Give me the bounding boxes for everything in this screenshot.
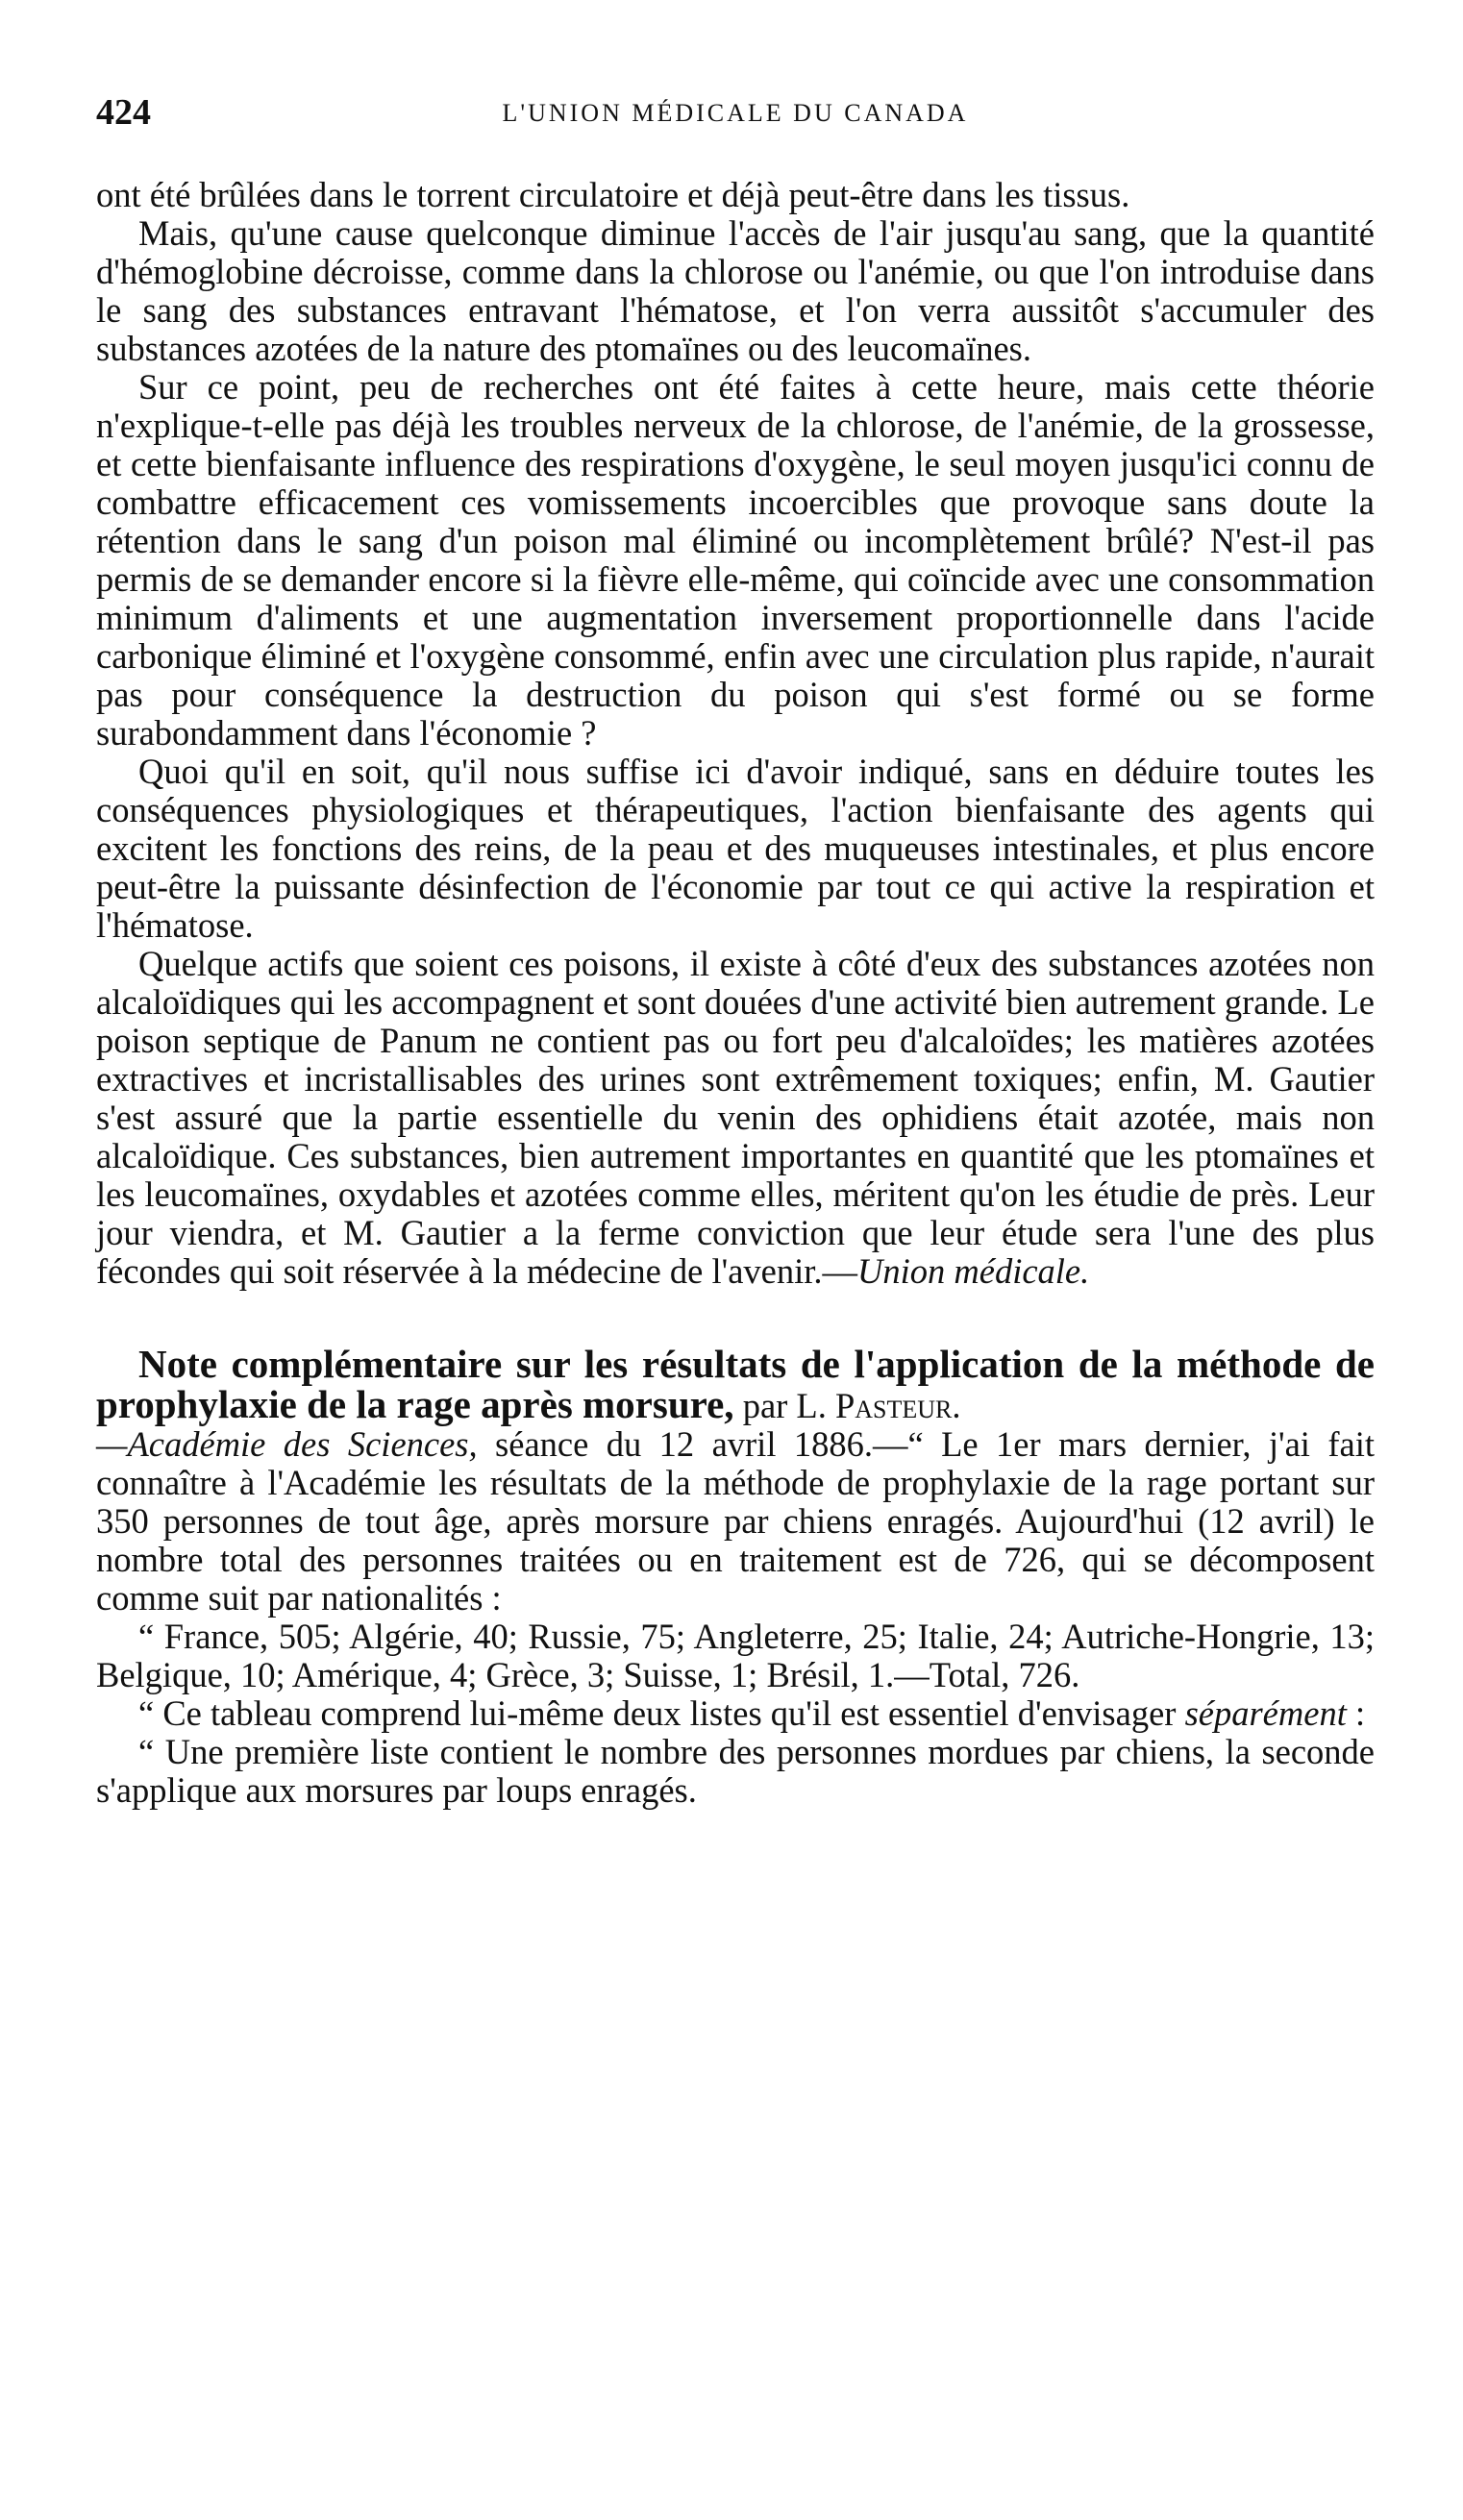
journal-title: L'UNION MÉDICALE DU CANADA (502, 99, 969, 127)
paragraph-5 (96, 945, 1375, 1291)
note-title: Note complémentaire sur les résultats de l'application de la méthode de prophylaxie de la rage après morsure, (96, 1342, 1375, 1426)
journal-page (96, 91, 1375, 2475)
paragraph-3: Sur ce point, peu de recherches ont été faites à cette heure, mais cette théorie n'explique-t-elle pas déjà les troubles nerveux de la chlorose, de l'anémie, de la grossesse, et cette bienfaisante influence des respirations d'oxygène, le seul moyen jusqu'ici connu de combattre efficacement ces vomissements incoercibles que provoque sans doute la rétention dans le sang d'un poison mal éliminé ou incomplètement brûlé? N'est-il pas permis de se demander encore si la fièvre elle-même, qui coïncide avec une consommation minimum d'aliments et une augmentation inversement proportionnelle dans l'acide carbonique éliminé et l'oxygène consommé, enfin avec une circulation plus rapide, n'aurait pas pour conséquence la destruction du poison qui s'est formé ou se forme surabondamment dans l'économie ? (96, 367, 1375, 753)
note-header-paragraph (96, 1342, 1375, 1426)
table-note-before: “ Ce tableau comprend lui-même deux listes qu'il est essentiel d'envisager (138, 1693, 1185, 1733)
table-note-paragraph (96, 1694, 1375, 1733)
note-author: L. Pasteur. (796, 1386, 961, 1425)
running-head (96, 91, 1375, 149)
paragraph-5-text: Quelque actifs que soient ces poisons, il existe à côté d'eux des substances azotées non alcaloïdiques qui les accompagnent et sont douées d'une activité bien autrement grande. Le poison septique de Panum ne contient pas ou fort peu d'alcaloïdes; les matières azotées extractives et incristallisables des urines sont extrêmement toxiques; enfin, M. Gautier s'est assuré que la partie essentielle du venin des ophidiens était azotée, mais non alcaloïdique. Ces substances, bien autrement importantes en quantité que les ptomaïnes et les leucomaïnes, oxydables et azotées comme elles, méritent qu'on les étudie de près. Leur jour viendra, et M. Gautier a la ferme conviction que leur étude sera l'une des plus fécondes qui soit réservée à la médecine de l'avenir.— (96, 944, 1375, 1291)
first-list-paragraph: “ Une première liste contient le nombre des personnes mordues par chiens, la seconde s'applique aux morsures par loups enragés. (96, 1732, 1375, 1810)
source-reference: Union médicale. (857, 1251, 1090, 1291)
paragraph-1: ont été brûlées dans le torrent circulatoire et déjà peut-être dans les tissus. (96, 175, 1130, 214)
nationalities-paragraph: “ France, 505; Algérie, 40; Russie, 75; Angleterre, 25; Italie, 24; Autriche-Hongrie, 13; Belgique, 10; Amérique, 4; Grèce, 3; Suisse, 1; Brésil, 1.—Total, 726. (96, 1617, 1375, 1694)
note-by: par (733, 1386, 797, 1425)
paragraph-2: Mais, qu'une cause quelconque diminue l'accès de l'air jusqu'au sang, que la quantité d'hémoglobine décroisse, comme dans la chlorose ou l'anémie, ou que l'on introduise dans le sang des substances entravant l'hématose, et l'on verra aussitôt s'accumuler des substances azotées de la nature des ptomaïnes ou des leucomaïnes. (96, 213, 1375, 368)
note-section (96, 1342, 1375, 1810)
paragraph-4: Quoi qu'il en soit, qu'il nous suffise ici d'avoir indiqué, sans en déduire toutes les conséquences physiologiques et thérapeutiques, l'action bienfaisante des agents qui excitent les fonctions des reins, de la peau et des muqueuses intestinales, et plus encore peut-être la puissante désinfection de l'économie par tout ce qui active la respiration et l'hématose. (96, 752, 1375, 945)
table-note-emphasis: séparément (1184, 1693, 1347, 1733)
article-body (96, 176, 1375, 1291)
note-intro-paragraph (96, 1425, 1375, 1618)
note-intro: séance du 12 avril 1886.—“ Le 1er mars dernier, j'ai fait connaître à l'Académie les résultats de la méthode de prophylaxie de la rage portant sur 350 personnes de tout âge, après morsure par chiens enragés. Aujourd'hui (12 avril) le nombre total des personnes traitées ou en traitement est de 726, qui se décomposent comme suit par nationalités : (96, 1424, 1375, 1618)
page-number: 424 (96, 92, 151, 133)
academy-name: —Académie des Sciences, (96, 1424, 478, 1464)
table-note-after: : (1346, 1693, 1366, 1733)
